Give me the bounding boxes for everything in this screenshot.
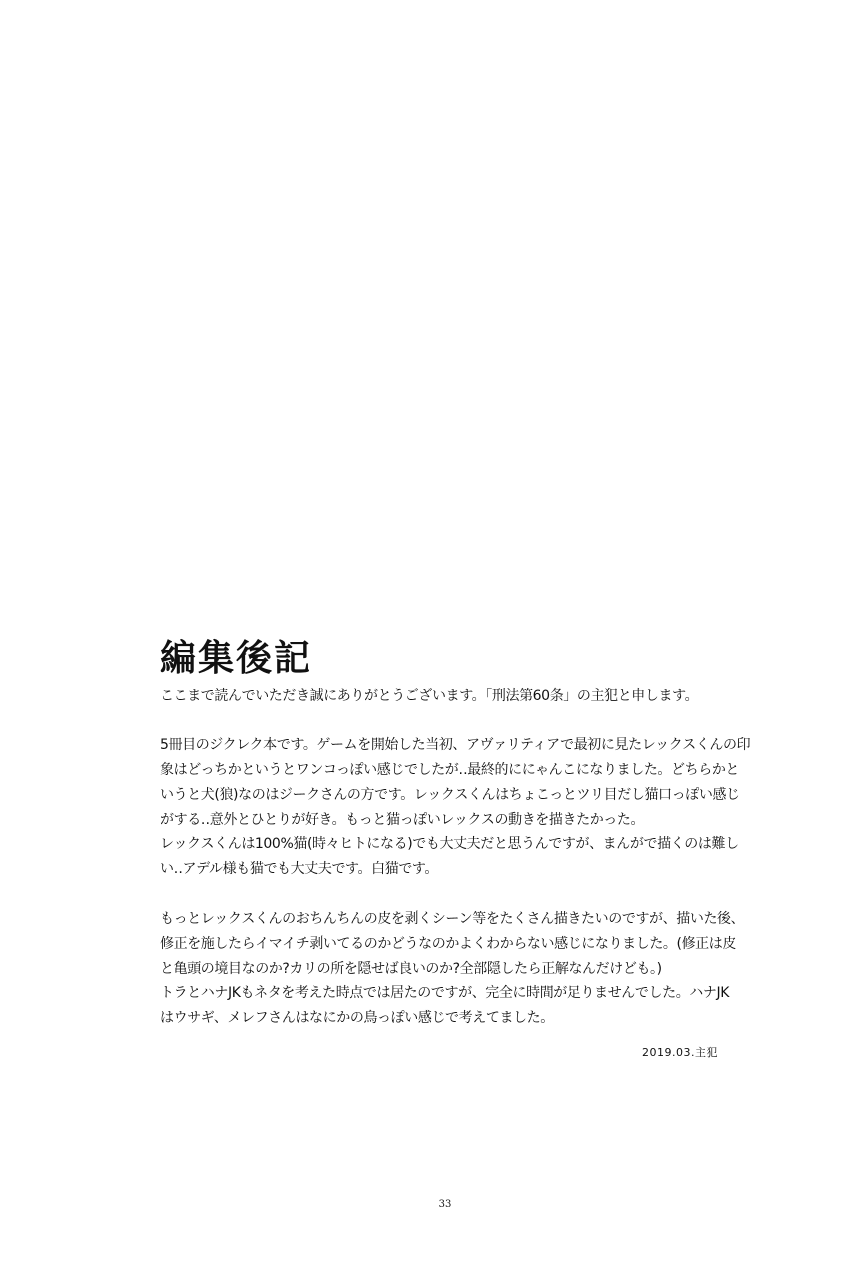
text-line: い‥アデル様も猫でも大丈夫です。白猫です。 — [160, 861, 439, 877]
paragraph-scenes — [160, 907, 745, 982]
paragraph-impression — [160, 733, 751, 833]
paragraph-cat — [160, 832, 739, 882]
text-line: と亀頭の境目なのか?カリの所を隠せば良いのか?全部隠したら正解なんだけども。) — [160, 961, 662, 977]
text-line: トラとハナJKもネタを考えた時点では居たのですが、完全に時間が足りませんでした。ハナJK — [160, 985, 730, 1001]
page-number: 33 — [438, 1199, 452, 1210]
text-line: いうと犬(狼)なのはジークさんの方です。レックスくんはちょこっとツリ目だし猫口っぽい感じ — [160, 787, 740, 803]
text-line: レックスくんは100%猫(時々ヒトになる)でも大丈夫だと思うんですが、まんがで描くのは難し — [160, 836, 739, 852]
date-signature: 2019.03.主犯 — [642, 1046, 718, 1059]
text-line: 象はどっちかというとワンコっぽい感じでしたが‥最終的ににゃんこになりました。どちらかと — [160, 762, 740, 778]
text-line: はウサギ、メレフさんはなにかの鳥っぽい感じで考えてました。 — [160, 1010, 554, 1026]
afterword-heading: 編集後記 — [160, 637, 313, 679]
text-line: 修正を施したらイマイチ剥いてるのかどうなのかよくわからない感じになりました。(修正は皮 — [160, 936, 736, 952]
paragraph-greeting — [160, 684, 720, 709]
paragraph-ideas — [160, 981, 730, 1031]
text-line: もっとレックスくんのおちんちんの皮を剥くシーン等をたくさん描きたいのですが、描いた後、 — [160, 911, 745, 927]
text-line: がする‥意外とひとりが好き。もっと猫っぽいレックスの動きを描きたかった。 — [160, 812, 645, 828]
text-line: 5冊目のジクレク本です。ゲームを開始した当初、アヴァリティアで最初に見たレックスくんの印 — [160, 737, 751, 753]
text-line: ここまで読んでいただき誠にありがとうございます。「刑法第60条」の主犯と申します。 — [160, 688, 699, 704]
